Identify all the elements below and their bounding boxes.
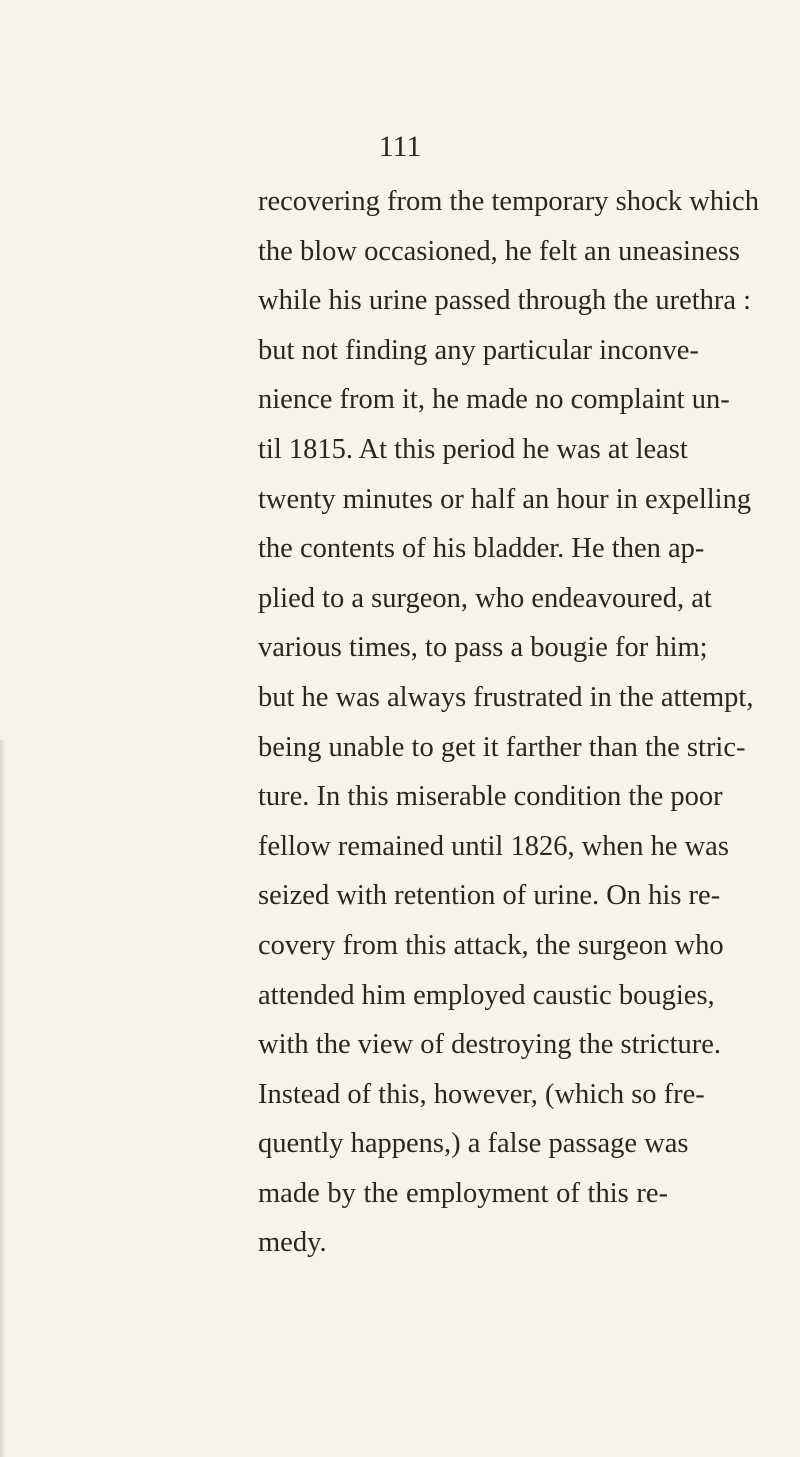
text-line: the contents of his bladder. He then ap- bbox=[258, 533, 705, 565]
text-line: nience from it, he made no complaint un- bbox=[258, 384, 730, 416]
text-line: plied to a surgeon, who endeavoured, at bbox=[258, 582, 712, 614]
text-line: medy. bbox=[258, 1227, 327, 1259]
text-line: ture. In this miserable condition the poor bbox=[258, 781, 723, 813]
text-line: covery from this attack, the surgeon who bbox=[258, 929, 724, 961]
body-paragraph bbox=[258, 177, 759, 1268]
text-line: being unable to get it farther than the stric- bbox=[258, 731, 746, 763]
text-line: fellow remained until 1826, when he was bbox=[258, 830, 729, 862]
text-line: made by the employment of this re- bbox=[258, 1177, 668, 1209]
text-line: but not finding any particular inconve- bbox=[258, 334, 699, 366]
text-line: Instead of this, however, (which so fre- bbox=[258, 1078, 705, 1110]
text-line: various times, to pass a bougie for him; bbox=[258, 632, 708, 664]
text-line: with the view of destroying the stricture. bbox=[258, 1029, 722, 1061]
page-number: 111 bbox=[378, 130, 422, 163]
text-line: but he was always frustrated in the attempt, bbox=[258, 681, 754, 713]
text-line: the blow occasioned, he felt an uneasiness bbox=[258, 235, 740, 267]
text-line: til 1815. At this period he was at least bbox=[258, 433, 688, 465]
text-line: quently happens,) a false passage was bbox=[258, 1128, 689, 1160]
text-line: recovering from the temporary shock which bbox=[258, 186, 759, 217]
text-line: while his urine passed through the urethra : bbox=[258, 285, 752, 317]
page-edge-shadow bbox=[0, 740, 5, 1457]
text-line: twenty minutes or half an hour in expelling bbox=[258, 483, 752, 515]
text-line: seized with retention of urine. On his re- bbox=[258, 880, 721, 912]
text-line: attended him employed caustic bougies, bbox=[258, 979, 715, 1011]
